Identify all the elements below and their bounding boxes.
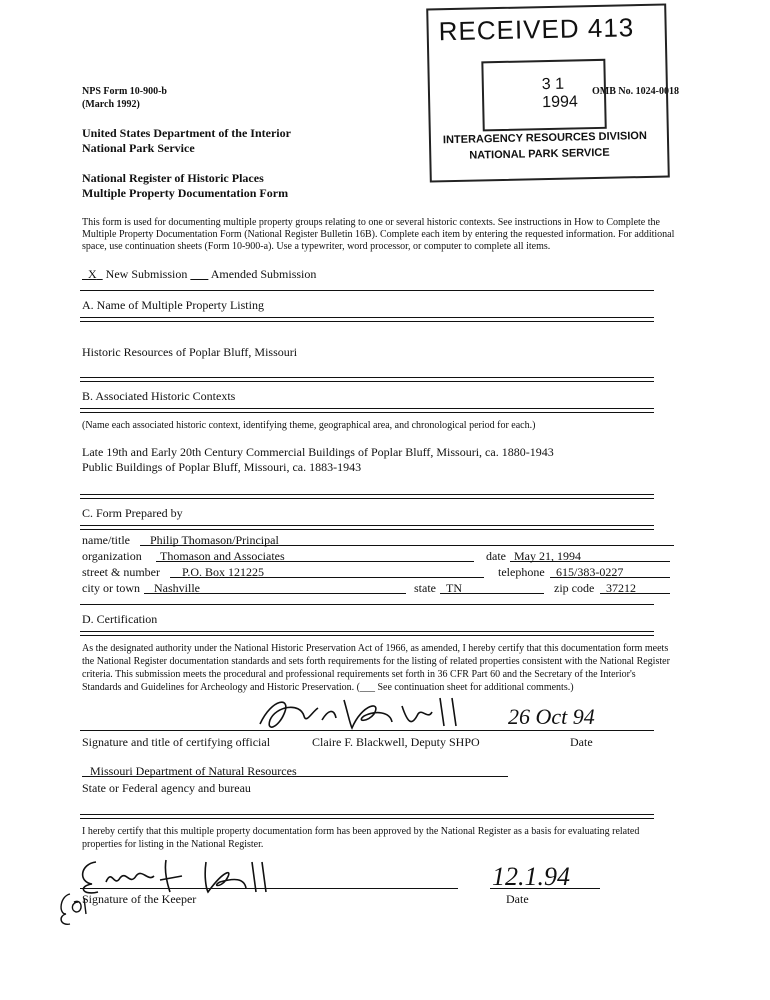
keeper-text-2: properties for listing in the National Register. bbox=[82, 839, 264, 850]
keeper-text-1: I hereby certify that this multiple property documentation form has been approved by the National Register as a basis for evaluating related bbox=[82, 826, 640, 837]
form-number: NPS Form 10-900-b bbox=[82, 86, 167, 97]
amended-submission-label: Amended Submission bbox=[210, 267, 317, 281]
stamp-date: 3 1 1994 bbox=[541, 75, 578, 112]
form-title: Multiple Property Documentation Form bbox=[82, 186, 289, 200]
certification-handwritten-date: 26 Oct 94 bbox=[508, 704, 595, 729]
divider bbox=[80, 494, 654, 499]
divider bbox=[80, 290, 654, 291]
zip-field[interactable]: 37212 bbox=[600, 581, 670, 594]
state-label: state bbox=[414, 581, 436, 595]
street-field[interactable]: P.O. Box 121225 bbox=[170, 565, 484, 578]
certification-text-2: the National Register documentation standards and sets forth requirements for the listing of related properties consistent with the National Register bbox=[82, 656, 670, 667]
city-field[interactable]: Nashville bbox=[144, 581, 406, 594]
official-signature bbox=[252, 694, 482, 739]
date-label: date bbox=[486, 549, 506, 563]
signature-line bbox=[80, 730, 654, 731]
department: United States Department of the Interior bbox=[82, 126, 291, 140]
historic-context-2: Public Buildings of Poplar Bluff, Missouri, ca. 1883-1943 bbox=[82, 460, 362, 474]
stamp-title: RECEIVED 413 bbox=[438, 12, 635, 47]
agency-field[interactable]: Missouri Department of Natural Resources bbox=[82, 764, 508, 777]
keeper-date-label: Date bbox=[506, 892, 529, 906]
section-c-heading: C. Form Prepared by bbox=[82, 506, 183, 520]
section-b-note: (Name each associated historic context, identifying theme, geographical area, and chronological period for each.) bbox=[82, 420, 536, 431]
agency-label: State or Federal agency and bureau bbox=[82, 781, 251, 795]
organization-label: organization bbox=[82, 549, 142, 563]
divider bbox=[80, 377, 654, 382]
divider bbox=[80, 317, 654, 322]
historic-context-1: Late 19th and Early 20th Century Commercial Buildings of Poplar Bluff, Missouri, ca. 1880-1943 bbox=[82, 445, 554, 459]
form-date: (March 1992) bbox=[82, 99, 140, 110]
telephone-field[interactable]: 615/383-0227 bbox=[550, 565, 670, 578]
divider bbox=[80, 814, 654, 819]
divider bbox=[80, 604, 654, 605]
instructions-line-1: This form is used for documenting multiple property groups relating to one or several historic contexts. See instructions in How to Complete the bbox=[82, 217, 660, 228]
submission-type bbox=[82, 267, 316, 282]
keeper-date-line bbox=[490, 888, 600, 889]
certifying-official: Claire F. Blackwell, Deputy SHPO bbox=[312, 735, 480, 749]
keeper-signature-line bbox=[80, 888, 458, 889]
certification-text-3: criteria. This submission meets the procedural and professional requirements set forth in 36 CFR Part 60 and the Secretary of the Interior's bbox=[82, 669, 636, 680]
name-title-field[interactable]: Philip Thomason/Principal bbox=[140, 533, 674, 546]
telephone-label: telephone bbox=[498, 565, 545, 579]
divider bbox=[80, 631, 654, 636]
section-a-heading: A. Name of Multiple Property Listing bbox=[82, 298, 264, 312]
section-d-heading: D. Certification bbox=[82, 612, 158, 626]
certification-text-1: As the designated authority under the National Historic Preservation Act of 1966, as amended, I hereby certify that this documentation form meets bbox=[82, 643, 669, 654]
certification-text-4: Standards and Guidelines for Archeology and Historic Preservation. (___ See continuation sheet for additional comments.) bbox=[82, 682, 574, 693]
omb-number: OMB No. 1024-0018 bbox=[592, 86, 679, 97]
register-title: National Register of Historic Places bbox=[82, 171, 264, 185]
state-field[interactable]: TN bbox=[440, 581, 544, 594]
instructions-line-2: Multiple Property Documentation Form (National Register Bulletin 16B). Complete each item by entering the requested information. For additional bbox=[82, 229, 675, 240]
keeper-signature-label: Signature of the Keeper bbox=[82, 892, 197, 906]
organization-field[interactable]: Thomason and Associates bbox=[156, 549, 474, 562]
zip-label: zip code bbox=[554, 581, 595, 595]
signature-label: Signature and title of certifying official bbox=[82, 735, 271, 749]
new-submission-mark[interactable]: X bbox=[88, 267, 97, 281]
street-label: street & number bbox=[82, 565, 160, 579]
keeper-handwritten-date: 12.1.94 bbox=[492, 862, 570, 891]
date-label: Date bbox=[570, 735, 593, 749]
service: National Park Service bbox=[82, 141, 195, 155]
divider bbox=[80, 525, 654, 530]
date-field[interactable]: May 21, 1994 bbox=[510, 549, 670, 562]
instructions-line-3: space, use continuation sheets (Form 10-900-a). Use a typewriter, word processor, or computer to complete all items. bbox=[82, 241, 551, 252]
stamp-line-1: INTERAGENCY RESOURCES DIVISION bbox=[442, 129, 647, 147]
divider bbox=[80, 408, 654, 413]
stamp-line-2: NATIONAL PARK SERVICE bbox=[469, 146, 610, 162]
received-stamp bbox=[426, 4, 670, 183]
section-b-heading: B. Associated Historic Contexts bbox=[82, 389, 236, 403]
name-title-label: name/title bbox=[82, 533, 130, 547]
city-label: city or town bbox=[82, 581, 140, 595]
property-listing-name: Historic Resources of Poplar Bluff, Missouri bbox=[82, 345, 298, 359]
new-submission-label: New Submission bbox=[105, 267, 188, 281]
stamp-date-box bbox=[481, 59, 606, 132]
